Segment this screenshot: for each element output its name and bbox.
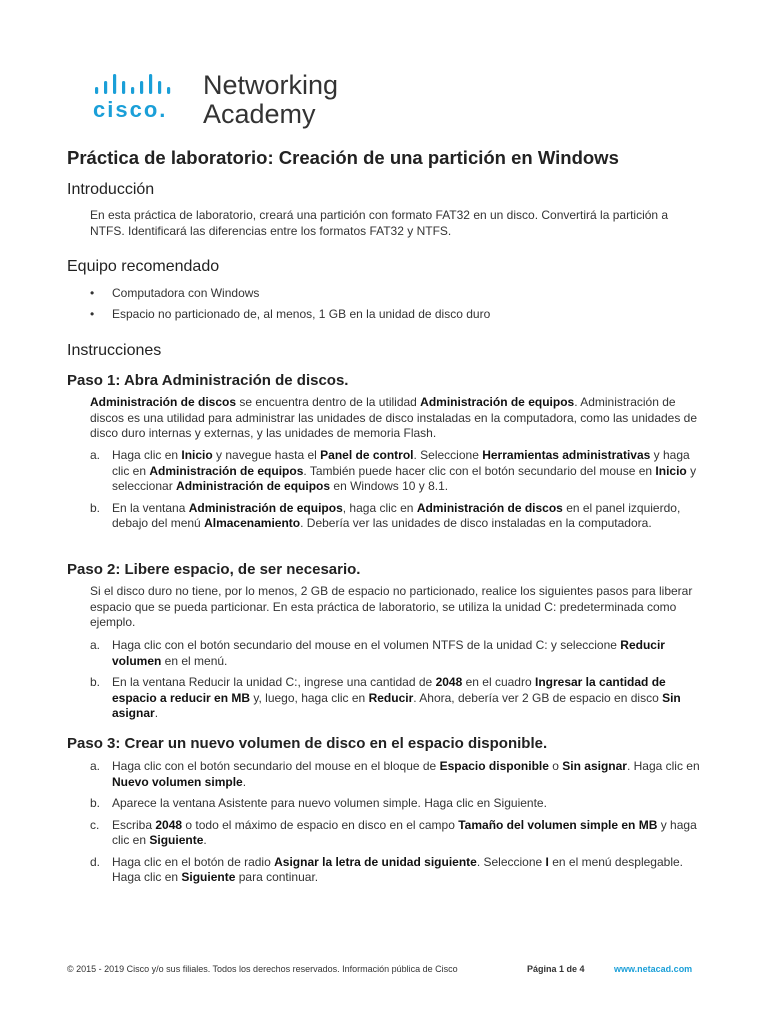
- intro-text: En esta práctica de laboratorio, creará una partición con formato FAT32 en un disco. Convertirá la partición a NTFS. Identificará las diferencias entre los formatos FAT32 y NTFS.: [90, 208, 669, 238]
- document-title: Práctica de laboratorio: Creación de una partición en Windows: [67, 147, 619, 168]
- equipment-heading: Equipo recomendado: [67, 258, 220, 275]
- footer-page-number: Página 1 de 4: [527, 964, 585, 974]
- step3-heading: Paso 3: Crear un nuevo volumen de disco en el espacio disponible.: [67, 735, 548, 752]
- list-item: c. Escriba 2048 o todo el máximo de espacio en disco en el campo Tamaño del volumen simple en MB y haga clic en Siguiente.: [90, 817, 697, 847]
- list-item: b. En la ventana Reducir la unidad C:, ingrese una cantidad de 2048 en el cuadro Ingresar la cantidad de espacio a reducir en MB y, luego, haga clic en Reducir. Ahora, debería ver 2 GB de espacio en disco Sin asignar.: [90, 675, 681, 720]
- instructions-heading: Instrucciones: [67, 342, 162, 359]
- step2-paragraph: Si el disco duro no tiene, por lo menos, 2 GB de espacio no particionado, realice los siguientes pasos para liberar espacio que se pueda particionar. En esta práctica de laboratorio, se utiliza la unidad C: predeterminada como ejemplo.: [90, 584, 693, 629]
- cisco-wordmark: cisco.: [93, 97, 168, 122]
- list-item: a. Haga clic con el botón secundario del mouse en el volumen NTFS de la unidad C: y seleccione Reducir volumen en el menú.: [90, 638, 665, 668]
- equipment-list: [90, 286, 700, 328]
- logo-academy: Academy: [203, 99, 316, 129]
- step1-heading: Paso 1: Abra Administración de discos.: [67, 372, 349, 389]
- step1-list: [90, 448, 700, 538]
- step2-list: [90, 638, 700, 728]
- cisco-networking-academy-logo: [93, 70, 353, 130]
- list-item: a. Haga clic con el botón secundario del mouse en el bloque de Espacio disponible o Sin asignar. Haga clic en Nuevo volumen simple.: [90, 759, 700, 789]
- list-item: d. Haga clic en el botón de radio Asignar la letra de unidad siguiente. Seleccione I en el menú desplegable. Haga clic en Siguiente para continuar.: [90, 854, 683, 884]
- footer-copyright: © 2015 - 2019 Cisco y/o sus filiales. Todos los derechos reservados. Información pública de Cisco: [67, 964, 458, 974]
- page-footer: [67, 964, 707, 978]
- list-item: a. Haga clic en Inicio y navegue hasta el Panel de control. Seleccione Herramientas administrativas y haga clic en Administración de equipos. También puede hacer clic con el botón secundario del mouse en Inicio y seleccionar Administración de equipos en Windows 10 y 8.1.: [90, 448, 697, 493]
- list-item: • Computadora con Windows: [90, 286, 260, 300]
- list-item: b. Aparece la ventana Asistente para nuevo volumen simple. Haga clic en Siguiente.: [90, 796, 547, 810]
- step3-list: [90, 759, 700, 892]
- list-item: • Espacio no particionado de, al menos, 1 GB en la unidad de disco duro: [90, 307, 491, 321]
- cisco-bars-icon: [95, 74, 190, 98]
- step1-paragraph: Administración de discos se encuentra dentro de la utilidad Administración de equipos. Administración de discos es una utilidad para administrar las unidades de disco instaladas en la computadora, como las unidades de disco duro internas y externas, y las unidades de memoria Flash.: [90, 395, 698, 440]
- step2-heading: Paso 2: Libere espacio, de ser necesario.: [67, 561, 361, 578]
- footer-url-link[interactable]: www.netacad.com: [614, 964, 693, 974]
- list-item: b. En la ventana Administración de equipos, haga clic en Administración de discos en el panel izquierdo, debajo del menú Almacenamiento. Debería ver las unidades de disco instaladas en la computadora.: [90, 500, 681, 530]
- logo-networking: Networking: [203, 70, 339, 100]
- intro-heading: Introducción: [67, 181, 155, 198]
